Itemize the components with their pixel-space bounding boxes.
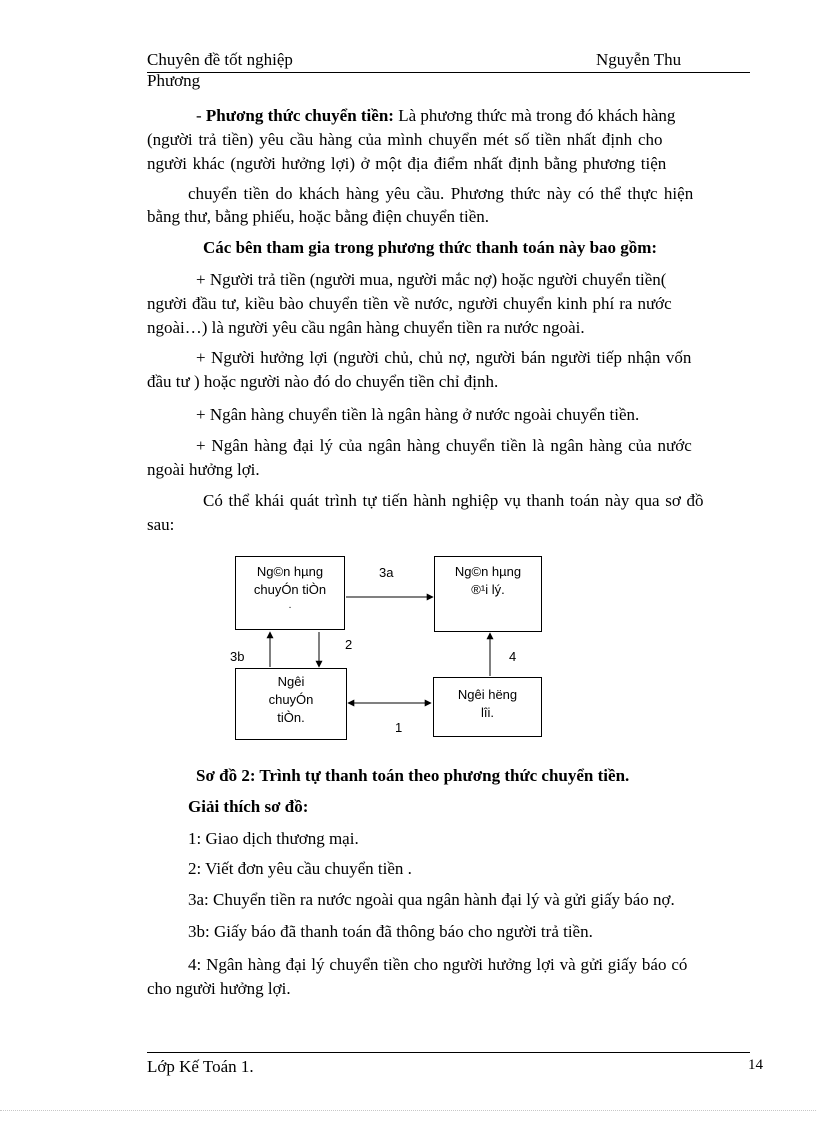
bullet1-line3: ngoài…) là người yêu cầu ngân hàng chuyển tiền ra nước ngoài.: [147, 318, 585, 337]
explain-4-line2: cho người hưởng lợi.: [147, 979, 291, 998]
box-agent-bank-line1: Ng©n hµng: [454, 564, 522, 579]
box-agent-bank: [434, 556, 542, 632]
diagram-caption: Sơ đồ 2: Trình tự thanh toán theo phương thức chuyển tiền.: [196, 766, 630, 785]
explain-3b: 3b: Giấy báo đã thanh toán đã thông báo cho người trả tiền.: [188, 922, 593, 941]
page-bottom-border: [0, 1110, 816, 1111]
explain-4-line1: 4: Ngân hàng đại lý chuyển tiền cho người hưởng lợi và gửi giấy báo có: [188, 955, 688, 974]
box-remitting-bank-line1: Ng©n hµng: [256, 564, 324, 579]
para1-line1-rest: Là phương thức mà trong đó khách hàng: [393, 106, 676, 125]
bullet3-line1: + Ngân hàng chuyển tiền là ngân hàng ở nước ngoài chuyển tiền.: [196, 405, 640, 424]
label-4: 4: [509, 649, 517, 664]
box-beneficiary: [433, 677, 542, 737]
explain-1: 1: Giao dịch thương mại.: [188, 829, 359, 848]
overview-line1: Có thể khái quát trình tự tiến hành nghiệp vụ thanh toán này qua sơ đồ: [203, 491, 704, 510]
explain-2: 2: Viết đơn yêu cầu chuyển tiền .: [188, 859, 412, 878]
para1-line3: người khác (người hưởng lợi) ở một địa điểm nhất định bằng phương tiện: [147, 154, 667, 173]
box-remitting-bank-line3: .: [288, 600, 292, 611]
para1-line5: bằng thư, bằng phiếu, hoặc bằng điện chuyển tiền.: [147, 207, 490, 226]
header-author: Nguyễn Thu: [596, 50, 682, 69]
box-remitter: [235, 668, 347, 740]
page-number: 14: [748, 1057, 763, 1073]
bullet4-line2: ngoài hưởng lợi.: [147, 460, 260, 479]
box-remitter-line3: tiÒn.: [277, 710, 305, 725]
header-rule: [147, 72, 750, 73]
label-1: 1: [395, 720, 403, 735]
para1-bold-term: Phương thức chuyển tiền:: [205, 106, 394, 125]
explain-heading: Giải thích sơ đồ:: [188, 797, 309, 816]
para1-line2: (người trả tiền) yêu cầu hàng của mình chuyển mét số tiền nhất định cho: [147, 130, 663, 149]
footer-rule: [147, 1052, 750, 1053]
box-beneficiary-line2: lîi.: [481, 705, 494, 720]
header-author-continued: Phương: [147, 71, 201, 90]
label-3b: 3b: [230, 649, 245, 664]
label-3a: 3a: [379, 565, 394, 580]
flow-diagram: [215, 550, 555, 750]
bullet2-line1: + Người hưởng lợi (người chủ, chủ nợ, người bán người tiếp nhận vốn: [196, 348, 692, 367]
header-title: Chuyên đề tốt nghiệp: [147, 50, 293, 69]
box-remitter-line1: Ngêi: [277, 674, 305, 689]
explain-3a: 3a: Chuyển tiền ra nước ngoài qua ngân hành đại lý và gửi giấy báo nợ.: [188, 890, 675, 909]
box-remitting-bank-line2: chuyÓn tiÒn: [253, 582, 327, 597]
parties-heading: Các bên tham gia trong phương thức thanh toán này bao gồm:: [203, 238, 658, 257]
footer-class: Lớp Kế Toán 1.: [147, 1057, 254, 1076]
bullet4-line1: + Ngân hàng đại lý của ngân hàng chuyển tiền là ngân hàng của nước: [196, 436, 692, 455]
box-remitter-line2: chuyÓn: [268, 692, 314, 707]
bullet2-line2: đầu tư ) hoặc người nào đó do chuyển tiền chỉ định.: [147, 372, 499, 391]
bullet1-line2: người đầu tư, kiều bào chuyển tiền về nước, người chuyển kinh phí ra nước: [147, 294, 672, 313]
box-remitting-bank: [235, 556, 345, 630]
bullet1-line1: + Người trả tiền (người mua, người mắc nợ) hoặc người chuyển tiền(: [196, 270, 667, 289]
para1-line4: chuyển tiền do khách hàng yêu cầu. Phương thức này có thể thực hiện: [188, 184, 694, 203]
para1-line1: - Phương thức chuyển tiền: Là phương thức mà trong đó khách hàng: [196, 106, 676, 125]
box-beneficiary-line1: Ngêi hëng: [457, 687, 518, 702]
overview-line2: sau:: [147, 515, 175, 534]
box-agent-bank-line2: ®¹i lý.: [471, 582, 505, 597]
label-2: 2: [345, 637, 353, 652]
